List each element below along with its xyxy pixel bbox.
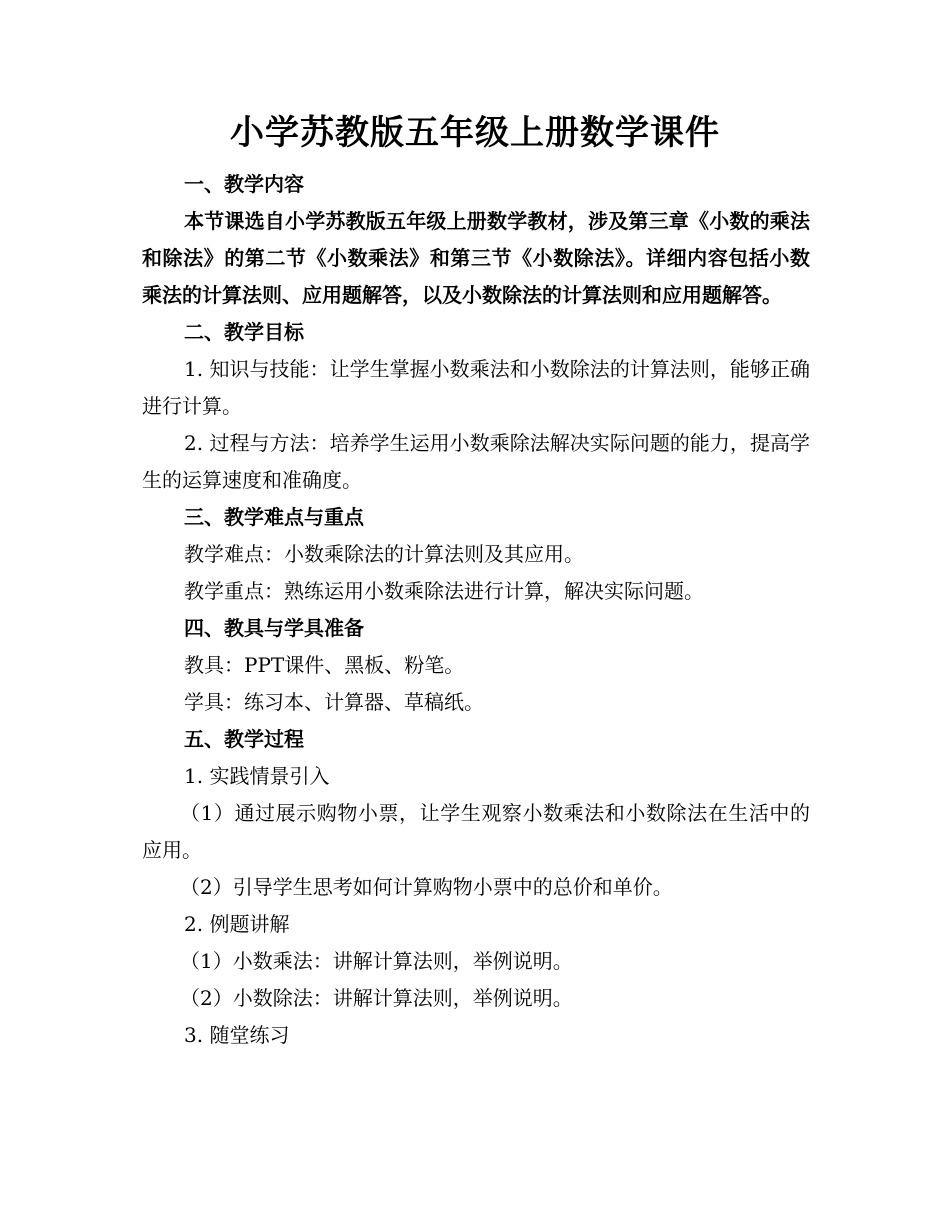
- student-materials-text: 学具：练习本、计算器、草稿纸。: [184, 690, 484, 714]
- document-title: 小学苏教版五年级上册数学课件: [230, 113, 720, 153]
- process-step-2-a: （1）小数乘法：讲解计算法则，举例说明。: [180, 949, 573, 973]
- key-point-text: 教学重点：熟练运用小数乘除法进行计算，解决实际问题。: [184, 579, 704, 603]
- section-heading-materials: 四、教具与学具准备: [184, 616, 364, 640]
- goal-item-process: 2. 过程与方法：培养学生运用小数乘除法解决实际问题的能力，提高学生的运算速度和准确度。: [142, 431, 810, 492]
- section-body-teaching-content: 本节课选自小学苏教版五年级上册数学教材，涉及第三章《小数的乘法和除法》的第二节《小数乘法》和第三节《小数除法》。详细内容包括小数乘法的计算法则、应用题解答，以及小数除法的计算法则和应用题解答。: [142, 209, 810, 307]
- process-step-1-b: （2）引导学生思考如何计算购物小票中的总价和单价。: [180, 875, 673, 899]
- process-step-1: 1. 实践情景引入: [184, 764, 330, 788]
- process-step-2-b: （2）小数除法：讲解计算法则，举例说明。: [180, 986, 573, 1010]
- process-step-2: 2. 例题讲解: [184, 912, 290, 936]
- teacher-materials-text: 教具：PPT课件、黑板、粉笔。: [184, 653, 465, 677]
- section-heading-difficulty-key: 三、教学难点与重点: [184, 505, 364, 529]
- difficulty-text: 教学难点：小数乘除法的计算法则及其应用。: [184, 542, 584, 566]
- section-heading-teaching-process: 五、教学过程: [184, 727, 304, 751]
- goal-item-knowledge: 1. 知识与技能：让学生掌握小数乘法和小数除法的计算法则，能够正确进行计算。: [142, 357, 810, 418]
- section-heading-teaching-goals: 二、教学目标: [184, 320, 304, 344]
- process-step-3: 3. 随堂练习: [184, 1023, 290, 1047]
- section-heading-teaching-content: 一、教学内容: [184, 172, 304, 196]
- process-step-1-a: （1）通过展示购物小票，让学生观察小数乘法和小数除法在生活中的应用。: [142, 801, 810, 862]
- document-body: [142, 166, 810, 1054]
